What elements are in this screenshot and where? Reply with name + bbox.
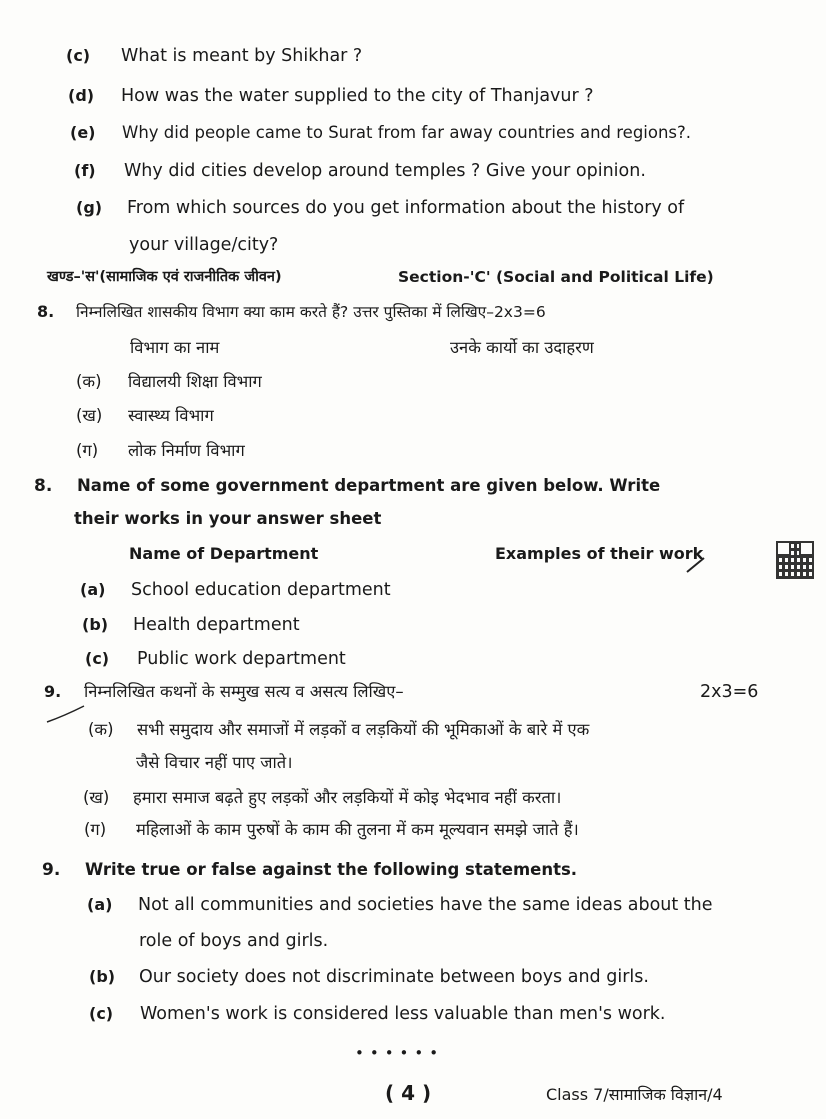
item-label: (ख) bbox=[76, 406, 103, 425]
question-number: 9. bbox=[44, 682, 62, 701]
item-text: महिलाओं के काम पुरुषों के काम की तुलना में कम मूल्यवान समझे जाते हैं। bbox=[136, 820, 579, 839]
item-text: Women's work is considered less valuable than men's work. bbox=[140, 1004, 666, 1024]
column-heading: Name of Department bbox=[129, 544, 319, 563]
item-label: (c) bbox=[89, 1004, 114, 1023]
question-text: Why did people came to Surat from far away countries and regions?. bbox=[122, 123, 692, 142]
section-heading-hindi: खण्ड–'स'(सामाजिक एवं राजनीतिक जीवन) bbox=[47, 269, 282, 285]
item-label: (ग) bbox=[76, 441, 99, 460]
item-text: सभी समुदाय और समाजों में लड़कों व लड़कियों की भूमिकाओं के बारे में एक bbox=[137, 720, 590, 739]
question-number: 8. bbox=[37, 302, 55, 321]
question-label: (c) bbox=[66, 46, 91, 65]
item-text: Not all communities and societies have the same ideas about the bbox=[138, 895, 713, 915]
item-text: विद्यालयी शिक्षा विभाग bbox=[128, 372, 262, 391]
question-label: (d) bbox=[68, 86, 95, 105]
question-label: (e) bbox=[70, 123, 96, 142]
question-text: What is meant by Shikhar ? bbox=[121, 46, 363, 66]
item-label: (a) bbox=[87, 895, 113, 914]
question-text: Name of some government department are given below. Write bbox=[77, 476, 661, 495]
item-text: स्वास्थ्य विभाग bbox=[128, 406, 214, 425]
question-text: Why did cities develop around temples ? Give your opinion. bbox=[124, 161, 646, 181]
question-text: निम्नलिखित कथनों के सम्मुख सत्य व असत्य लिखिए– bbox=[84, 682, 404, 701]
question-text: How was the water supplied to the city of Thanjavur ? bbox=[121, 86, 594, 106]
question-number: 9. bbox=[42, 860, 61, 880]
item-text: जैसे विचार नहीं पाए जाते। bbox=[136, 753, 293, 772]
column-heading: उनके कार्यो का उदाहरण bbox=[450, 338, 594, 357]
question-text: Write true or false against the following statements. bbox=[85, 860, 578, 879]
question-number: 8. bbox=[34, 476, 53, 496]
item-text: School education department bbox=[131, 580, 391, 600]
question-label: (g) bbox=[76, 198, 103, 217]
question-label: (f) bbox=[74, 161, 96, 180]
question-text: their works in your answer sheet bbox=[74, 509, 382, 528]
item-text: Our society does not discriminate between boys and girls. bbox=[139, 967, 649, 987]
question-text: From which sources do you get information about the history of bbox=[127, 198, 685, 218]
item-label: (क) bbox=[88, 720, 114, 739]
pen-curve-mark bbox=[44, 702, 88, 728]
item-label: (c) bbox=[85, 649, 110, 668]
question-marks: 2x3=6 bbox=[700, 682, 759, 702]
item-label: (b) bbox=[82, 615, 109, 634]
question-text: निम्नलिखित शासकीय विभाग क्या काम करते हैं? उत्तर पुस्तिका में लिखिए–2x3=6 bbox=[76, 303, 546, 321]
question-text: your village/city? bbox=[129, 235, 279, 255]
end-separator: •••••• bbox=[355, 1044, 445, 1062]
pen-tick-mark bbox=[684, 555, 708, 575]
item-label: (a) bbox=[80, 580, 106, 599]
qr-code-icon bbox=[776, 541, 814, 579]
column-heading: विभाग का नाम bbox=[130, 338, 220, 357]
class-code: Class 7/सामाजिक विज्ञान/4 bbox=[546, 1085, 723, 1104]
page-number: ( 4 ) bbox=[385, 1081, 432, 1105]
item-text: लोक निर्माण विभाग bbox=[128, 441, 245, 460]
item-label: (क) bbox=[76, 372, 102, 391]
item-label: (b) bbox=[89, 967, 116, 986]
item-label: (ग) bbox=[84, 820, 107, 839]
item-text: Public work department bbox=[137, 649, 346, 669]
item-text: Health department bbox=[133, 615, 300, 635]
item-text: हमारा समाज बढ़ते हुए लड़कों और लड़कियों में कोइ भेदभाव नहीं करता। bbox=[133, 788, 562, 807]
item-label: (ख) bbox=[83, 788, 110, 807]
item-text: role of boys and girls. bbox=[139, 931, 329, 951]
section-heading-english: Section-'C' (Social and Political Life) bbox=[398, 268, 714, 286]
column-heading: Examples of their work bbox=[495, 544, 704, 563]
